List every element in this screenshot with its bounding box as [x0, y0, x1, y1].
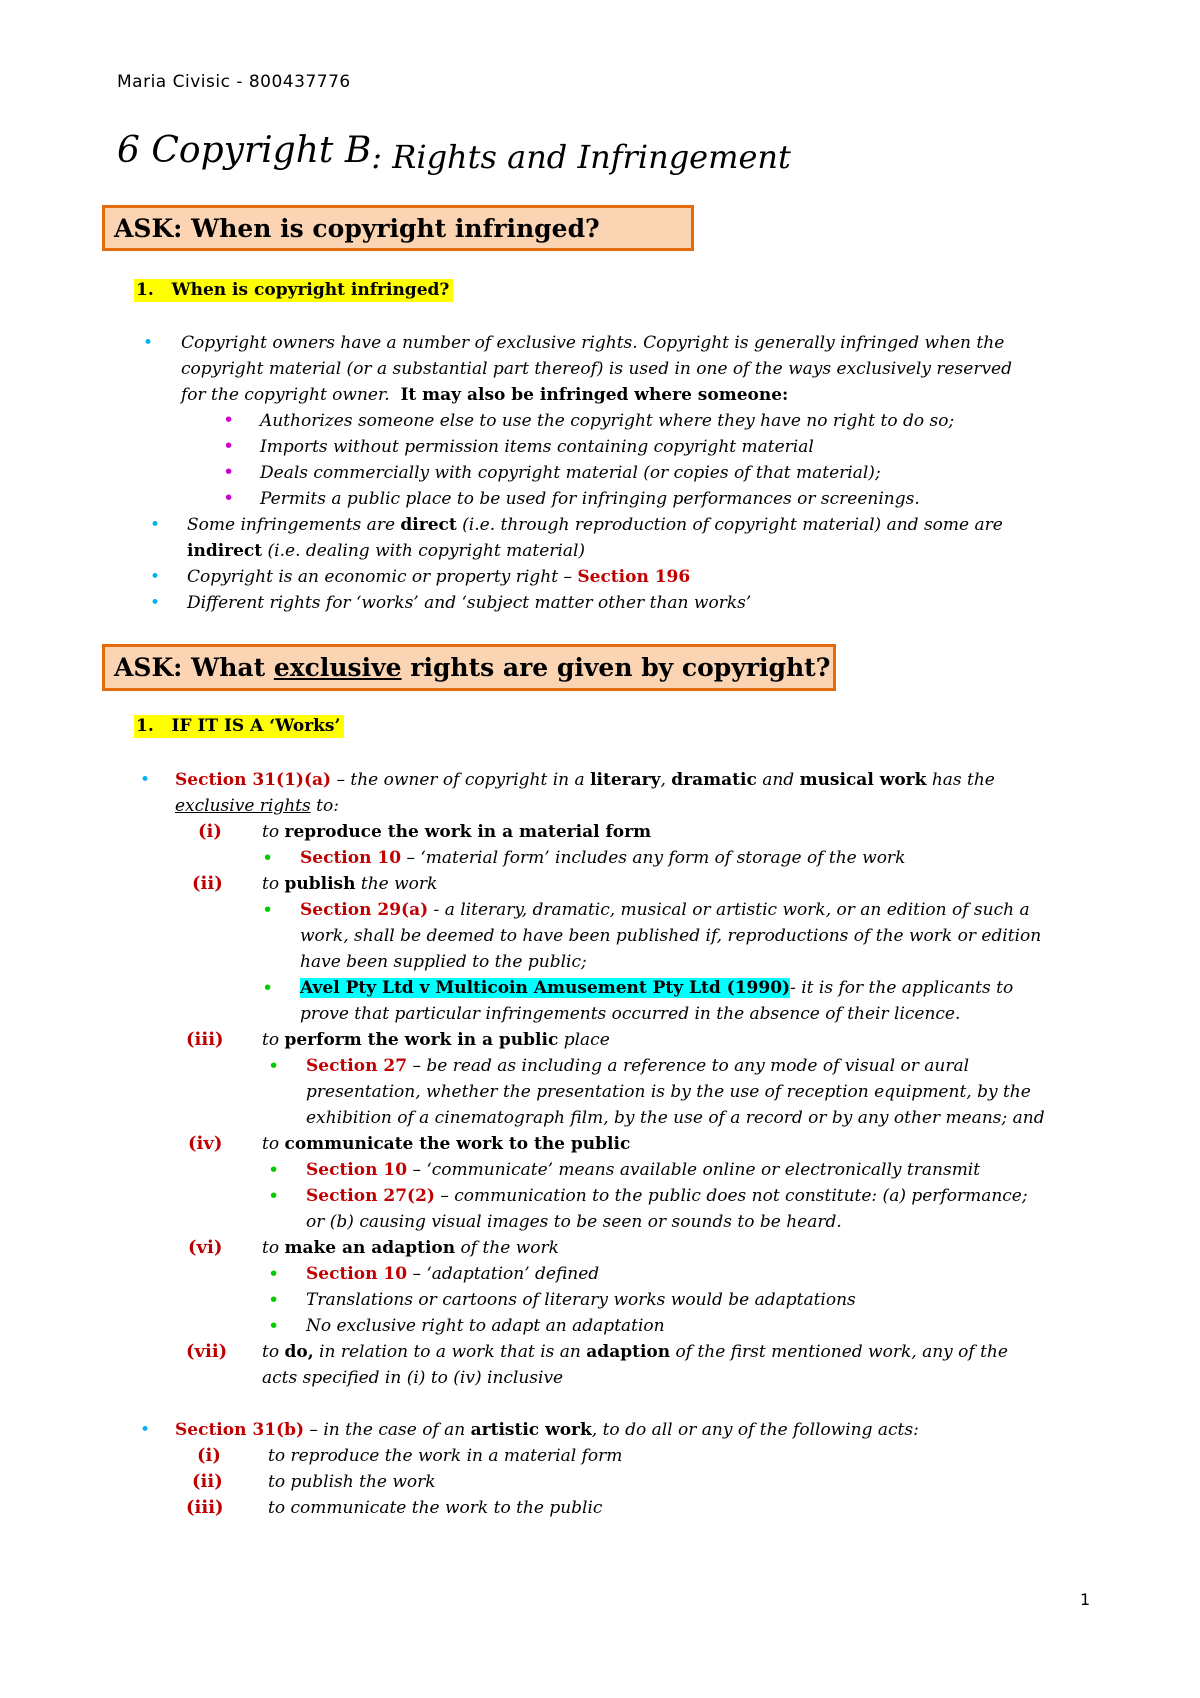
right-item: to reproduce the work in a material form: [268, 1446, 623, 1466]
right-item: to communicate the work to the public: [262, 1134, 631, 1154]
paragraph-line: Some infringements are direct (i.e. through reproduction of copyright material) and some are: [187, 515, 1003, 535]
list-item-line: prove that particular infringements occurred in the absence of their licence.: [300, 1004, 961, 1024]
list-item: Deals commercially with copyright material (or copies of that material);: [260, 463, 881, 483]
list-item: Section 10 – ‘adaptation’ defined: [306, 1264, 600, 1284]
numbered-heading-works: [134, 716, 344, 736]
paragraph-line: Section 31(1)(a) – the owner of copyright in a literary, dramatic and musical work has the: [175, 770, 995, 790]
bullet-icon: •: [223, 409, 235, 431]
bullet-icon: •: [262, 977, 274, 999]
bullet-icon: •: [140, 770, 151, 790]
roman-numeral: (iii): [186, 1029, 224, 1050]
bullet-icon: •: [268, 1159, 280, 1181]
list-item: Section 10 – ‘material form’ includes any form of storage of the work: [300, 848, 906, 868]
right-item: to make an adaption of the work: [262, 1238, 559, 1258]
roman-numeral: (i): [197, 1445, 221, 1466]
list-item-line: or (b) causing visual images to be seen or sounds to be heard.: [306, 1212, 842, 1232]
bullet-icon: •: [268, 1055, 280, 1077]
title-part-2: : Rights and Infringement: [371, 138, 791, 176]
paragraph-line: indirect (i.e. dealing with copyright material): [187, 541, 586, 561]
heading-number: 1.: [136, 280, 154, 300]
list-item-line: exhibition of a cinematograph film, by the use of a record or by any other means; and: [306, 1108, 1045, 1128]
right-item: to perform the work in a public place: [262, 1030, 610, 1050]
paragraph-line: Copyright owners have a number of exclusive rights. Copyright is generally infringed when the: [181, 333, 1005, 353]
right-item: to reproduce the work in a material form: [262, 822, 652, 842]
roman-numeral: (iv): [188, 1133, 223, 1154]
bullet-icon: •: [223, 435, 235, 457]
numbered-heading-1: [134, 280, 453, 300]
list-item: Imports without permission items containing copyright material: [260, 437, 814, 457]
list-item: Permits a public place to be used for infringing performances or screenings.: [260, 489, 920, 509]
roman-numeral: (iii): [186, 1497, 224, 1518]
ask-heading-exclusive-rights: ASK: What exclusive rights are given by copyright?: [114, 653, 831, 682]
heading-text: IF IT IS A ‘Works’: [171, 716, 341, 736]
right-item: to publish the work: [268, 1472, 436, 1492]
page-number: 1: [1080, 1590, 1091, 1609]
roman-numeral: (ii): [192, 1471, 223, 1492]
right-item-line: acts specified in (i) to (iv) inclusive: [262, 1368, 564, 1388]
page-title: [117, 130, 791, 176]
bullet-icon: •: [268, 1289, 280, 1311]
heading-text: When is copyright infringed?: [171, 280, 450, 300]
list-item: Section 27 – be read as including a reference to any mode of visual or aural: [306, 1056, 970, 1076]
bullet-icon: •: [143, 333, 154, 353]
bullet-icon: •: [268, 1315, 280, 1337]
right-item: to do, in relation to a work that is an adaption of the first mentioned work, any of the: [262, 1342, 1008, 1362]
roman-numeral: (vi): [188, 1237, 223, 1258]
bullet-icon: •: [262, 847, 274, 869]
bullet-icon: •: [150, 515, 161, 535]
paragraph-line: exclusive rights to:: [175, 796, 339, 816]
right-item: to publish the work: [262, 874, 438, 894]
right-item: to communicate the work to the public: [268, 1498, 603, 1518]
bullet-icon: •: [223, 461, 235, 483]
case-citation: Avel Pty Ltd v Multicoin Amusement Pty Ltd (1990)- it is for the applicants to: [300, 978, 1014, 998]
paragraph-line: copyright material (or a substantial part thereof) is used in one of the ways exclusively reserved: [181, 359, 1012, 379]
list-item-line: work, shall be deemed to have been published if, reproductions of the work or edition: [300, 926, 1042, 946]
list-item: Authorizes someone else to use the copyright where they have no right to do so;: [260, 411, 955, 431]
roman-numeral: (i): [198, 821, 222, 842]
list-item: Section 29(a) - a literary, dramatic, musical or artistic work, or an edition of such a: [300, 900, 1030, 920]
paragraph-line: for the copyright owner. It may also be infringed where someone:: [181, 385, 789, 405]
author-header: Maria Civisic - 800437776: [117, 72, 351, 92]
bullet-icon: •: [150, 593, 161, 613]
bullet-icon: •: [140, 1420, 151, 1440]
ask-box-exclusive-rights: [102, 644, 836, 691]
paragraph-line: Copyright is an economic or property right – Section 196: [187, 567, 691, 587]
roman-numeral: (vii): [186, 1341, 228, 1362]
bullet-icon: •: [268, 1185, 280, 1207]
paragraph-line: Section 31(b) – in the case of an artistic work, to do all or any of the following acts:: [175, 1420, 919, 1440]
bullet-icon: •: [268, 1263, 280, 1285]
heading-number: 1.: [136, 716, 154, 736]
ask-box-infringement: [102, 205, 694, 251]
list-item-line: have been supplied to the public;: [300, 952, 587, 972]
bullet-icon: •: [223, 487, 235, 509]
bullet-icon: •: [150, 567, 161, 587]
roman-numeral: (ii): [192, 873, 223, 894]
title-part-1: 6 Copyright B: [117, 130, 372, 171]
list-item: No exclusive right to adapt an adaptation: [306, 1316, 665, 1336]
paragraph-line: Different rights for ‘works’ and ‘subject matter other than works’: [187, 593, 752, 613]
list-item: Translations or cartoons of literary works would be adaptations: [306, 1290, 856, 1310]
bullet-icon: •: [262, 899, 274, 921]
list-item-line: presentation, whether the presentation is by the use of reception equipment, by the: [306, 1082, 1031, 1102]
list-item: Section 10 – ‘communicate’ means available online or electronically transmit: [306, 1160, 981, 1180]
list-item: Section 27(2) – communication to the public does not constitute: (a) performance;: [306, 1186, 1028, 1206]
ask-heading-infringement: ASK: When is copyright infringed?: [114, 214, 600, 243]
